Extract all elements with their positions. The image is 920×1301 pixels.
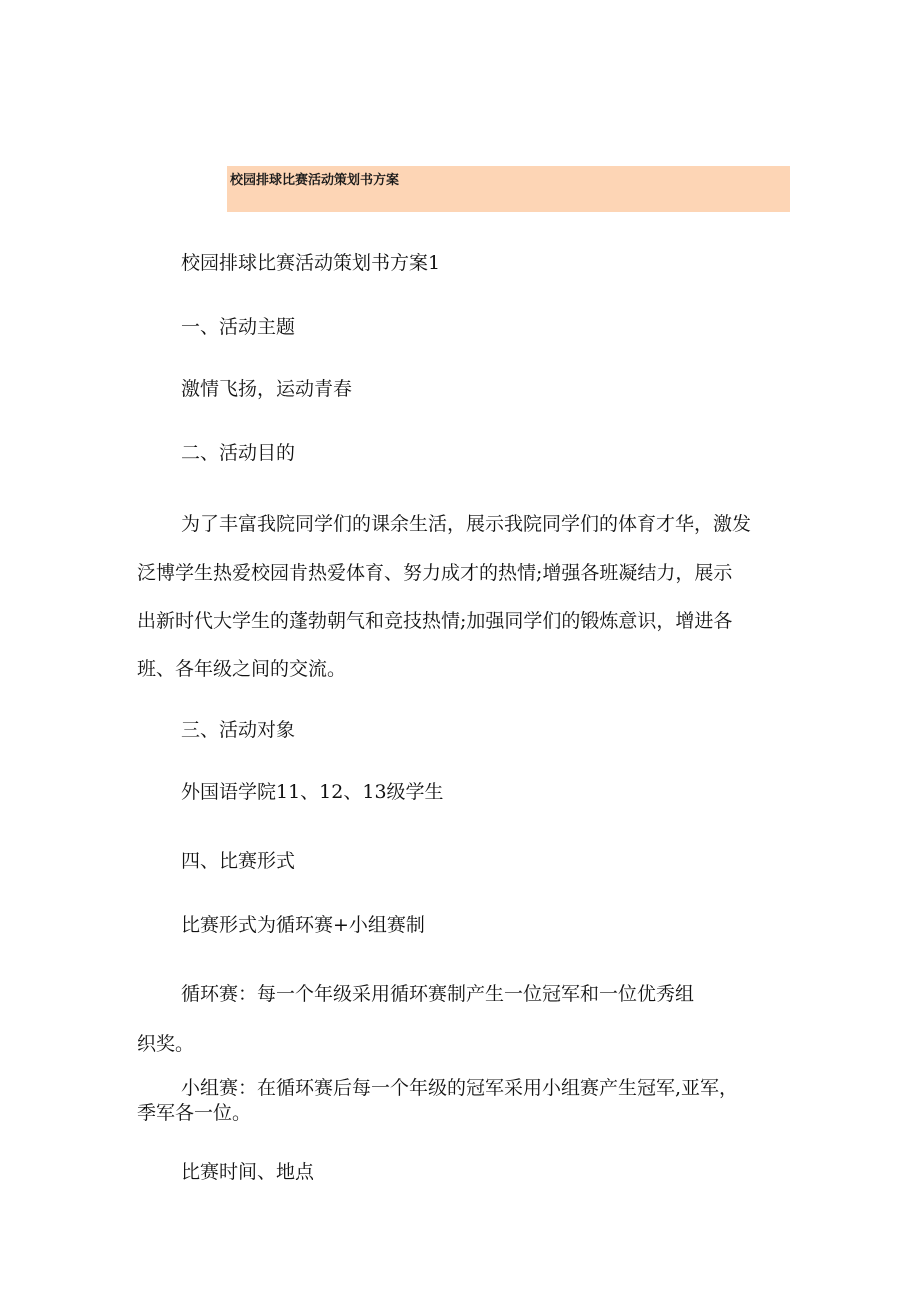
section-heading-purpose: 二、活动目的 (181, 442, 296, 464)
header-banner (227, 166, 790, 212)
section-heading-theme: 一、活动主题 (181, 316, 296, 338)
theme-text: 激情飞扬，运动青春 (181, 378, 353, 400)
group-stage-line-1: 小组赛：在循环赛后每一个年级的冠军采用小组赛产生冠军,亚军， (181, 1077, 739, 1099)
group-stage-line-2: 季军各一位。 (137, 1102, 252, 1124)
section-heading-format: 四、比赛形式 (181, 850, 296, 872)
format-text: 比赛形式为循环赛+小组赛制 (181, 914, 425, 936)
round-robin-line-1: 循环赛：每一个年级采用循环赛制产生一位冠军和一位优秀组 (181, 983, 695, 1005)
time-place-heading: 比赛时间、地点 (181, 1161, 315, 1183)
purpose-line-4: 班、各年级之间的交流。 (137, 658, 347, 680)
section-heading-participants: 三、活动对象 (181, 719, 296, 741)
purpose-line-3: 出新时代大学生的蓬勃朝气和竞技热情;加强同学们的锻炼意识，增进各 (137, 610, 733, 632)
round-robin-line-2: 织奖。 (137, 1033, 195, 1055)
purpose-line-2: 泛博学生热爱校园肯热爱体育、努力成才的热情;增强各班凝结力，展示 (137, 562, 733, 584)
purpose-line-1: 为了丰富我院同学们的课余生活，展示我院同学们的体育才华，激发 (181, 513, 752, 535)
document-title: 校园排球比赛活动策划书方案1 (181, 252, 441, 274)
banner-title: 校园排球比赛活动策划书方案 (230, 173, 400, 188)
participants-text: 外国语学院11、12、13级学生 (181, 781, 444, 803)
